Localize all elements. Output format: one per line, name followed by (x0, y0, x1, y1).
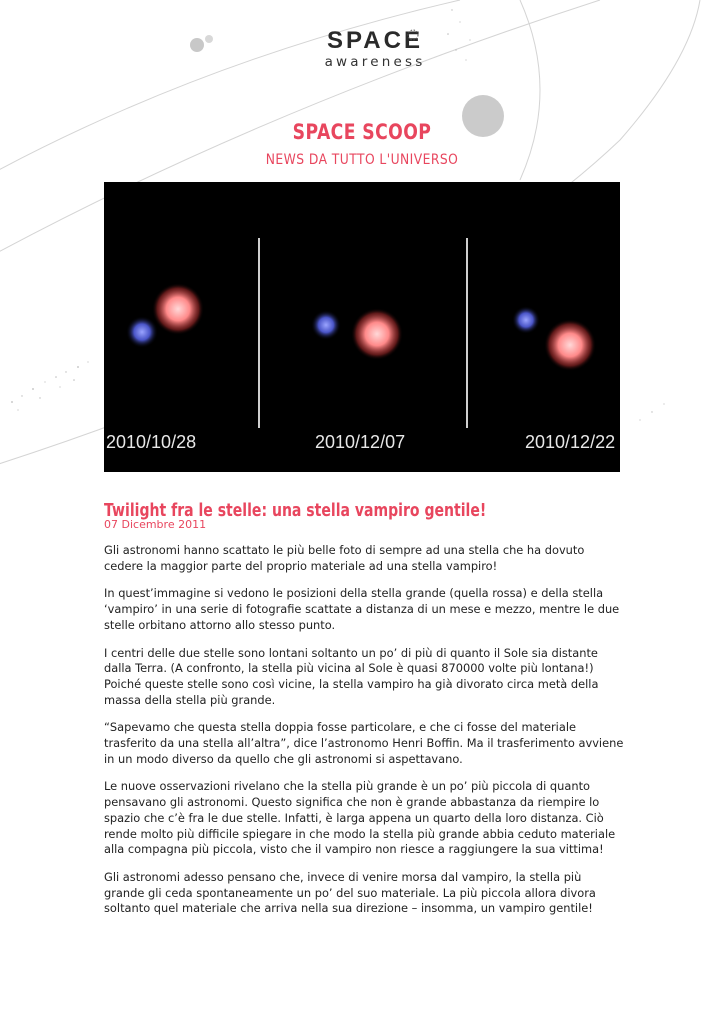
star-sequence-image (104, 182, 620, 472)
page-title: SPACE SCOOP (292, 120, 432, 144)
photo-date-1: 2010/10/28 (106, 432, 197, 452)
blue-star (311, 310, 341, 340)
red-star (152, 283, 204, 335)
paragraph: Gli astronomi hanno scattato le più belle foto di sempre ad una stella che ha dovuto cedere la maggior parte del proprio materiale ad una stella vampiro! (104, 543, 585, 573)
page-subtitle: NEWS DA TUTTO L'UNIVERSO (265, 152, 459, 168)
photo-date-2: 2010/12/07 (315, 432, 406, 452)
blue-star (512, 306, 540, 334)
article-title: Twilight fra le stelle: una stella vampiro gentile! (104, 500, 487, 521)
planet-tiny (205, 35, 213, 43)
paragraph: In quest’immagine si vedono le posizioni della stella grande (quella rossa) e della stella ‘vampiro’ in una serie di fotografie scattate a distanza di un mese e mezzo, mentre le due stelle orbitano attorno allo stesso punto. (104, 586, 620, 632)
logo-text-bottom: awareness (324, 54, 426, 70)
article-body (104, 543, 624, 929)
paragraph: Le nuove osservazioni rivelano che la stella più grande è un po’ più piccola di quanto pensavano gli astronomi. Questo significa che non è grande abbastanza da riempire lo spazio che c’è fra le due stelle. Infatti, è larga appena un quarto della loro distanza. Ciò rende molto più difficile spiegare in che modo la stella più grande abbia ceduto materiale alla compagna più piccola, visto che il vampiro non riesce a raggiungere la sua vittima! (104, 779, 616, 857)
planet-small (190, 38, 204, 52)
article-date: 07 Dicembre 2011 (104, 518, 207, 531)
red-star (544, 319, 596, 371)
red-star (351, 308, 403, 360)
binary-star-photo (104, 182, 620, 472)
logo-ring-icon (406, 28, 420, 42)
paragraph: “Sapevamo che questa stella doppia fosse particolare, e che ci fosse del materiale trasferito da una stella all’altra”, dice l’astronomo Henri Boffin. Ma il trasferimento avviene in un modo diverso da quello che gli astronomi si aspettavano. (104, 720, 624, 766)
blue-star (126, 316, 158, 348)
space-awareness-logo (300, 28, 450, 70)
paragraph: Gli astronomi adesso pensano che, invece di venire morsa dal vampiro, la stella più grande gli ceda spontaneamente un po’ del suo materiale. La più piccola allora divora soltanto quel materiale che arriva nella sua direzione – insomma, un vampiro gentile! (104, 869, 596, 916)
paragraph: I centri delle due stelle sono lontani soltanto un po’ di più di quanto il Sole sia distante dalla Terra. (A confronto, la stella più vicina al Sole è quasi 870000 volte più lontana!) Poiché queste stelle sono così vicine, la stella vampiro ha già divorato circa metà della massa della stella più grande. (104, 645, 599, 707)
logo-text-top: SPACE (327, 27, 423, 54)
photo-date-3: 2010/12/22 (525, 432, 616, 452)
